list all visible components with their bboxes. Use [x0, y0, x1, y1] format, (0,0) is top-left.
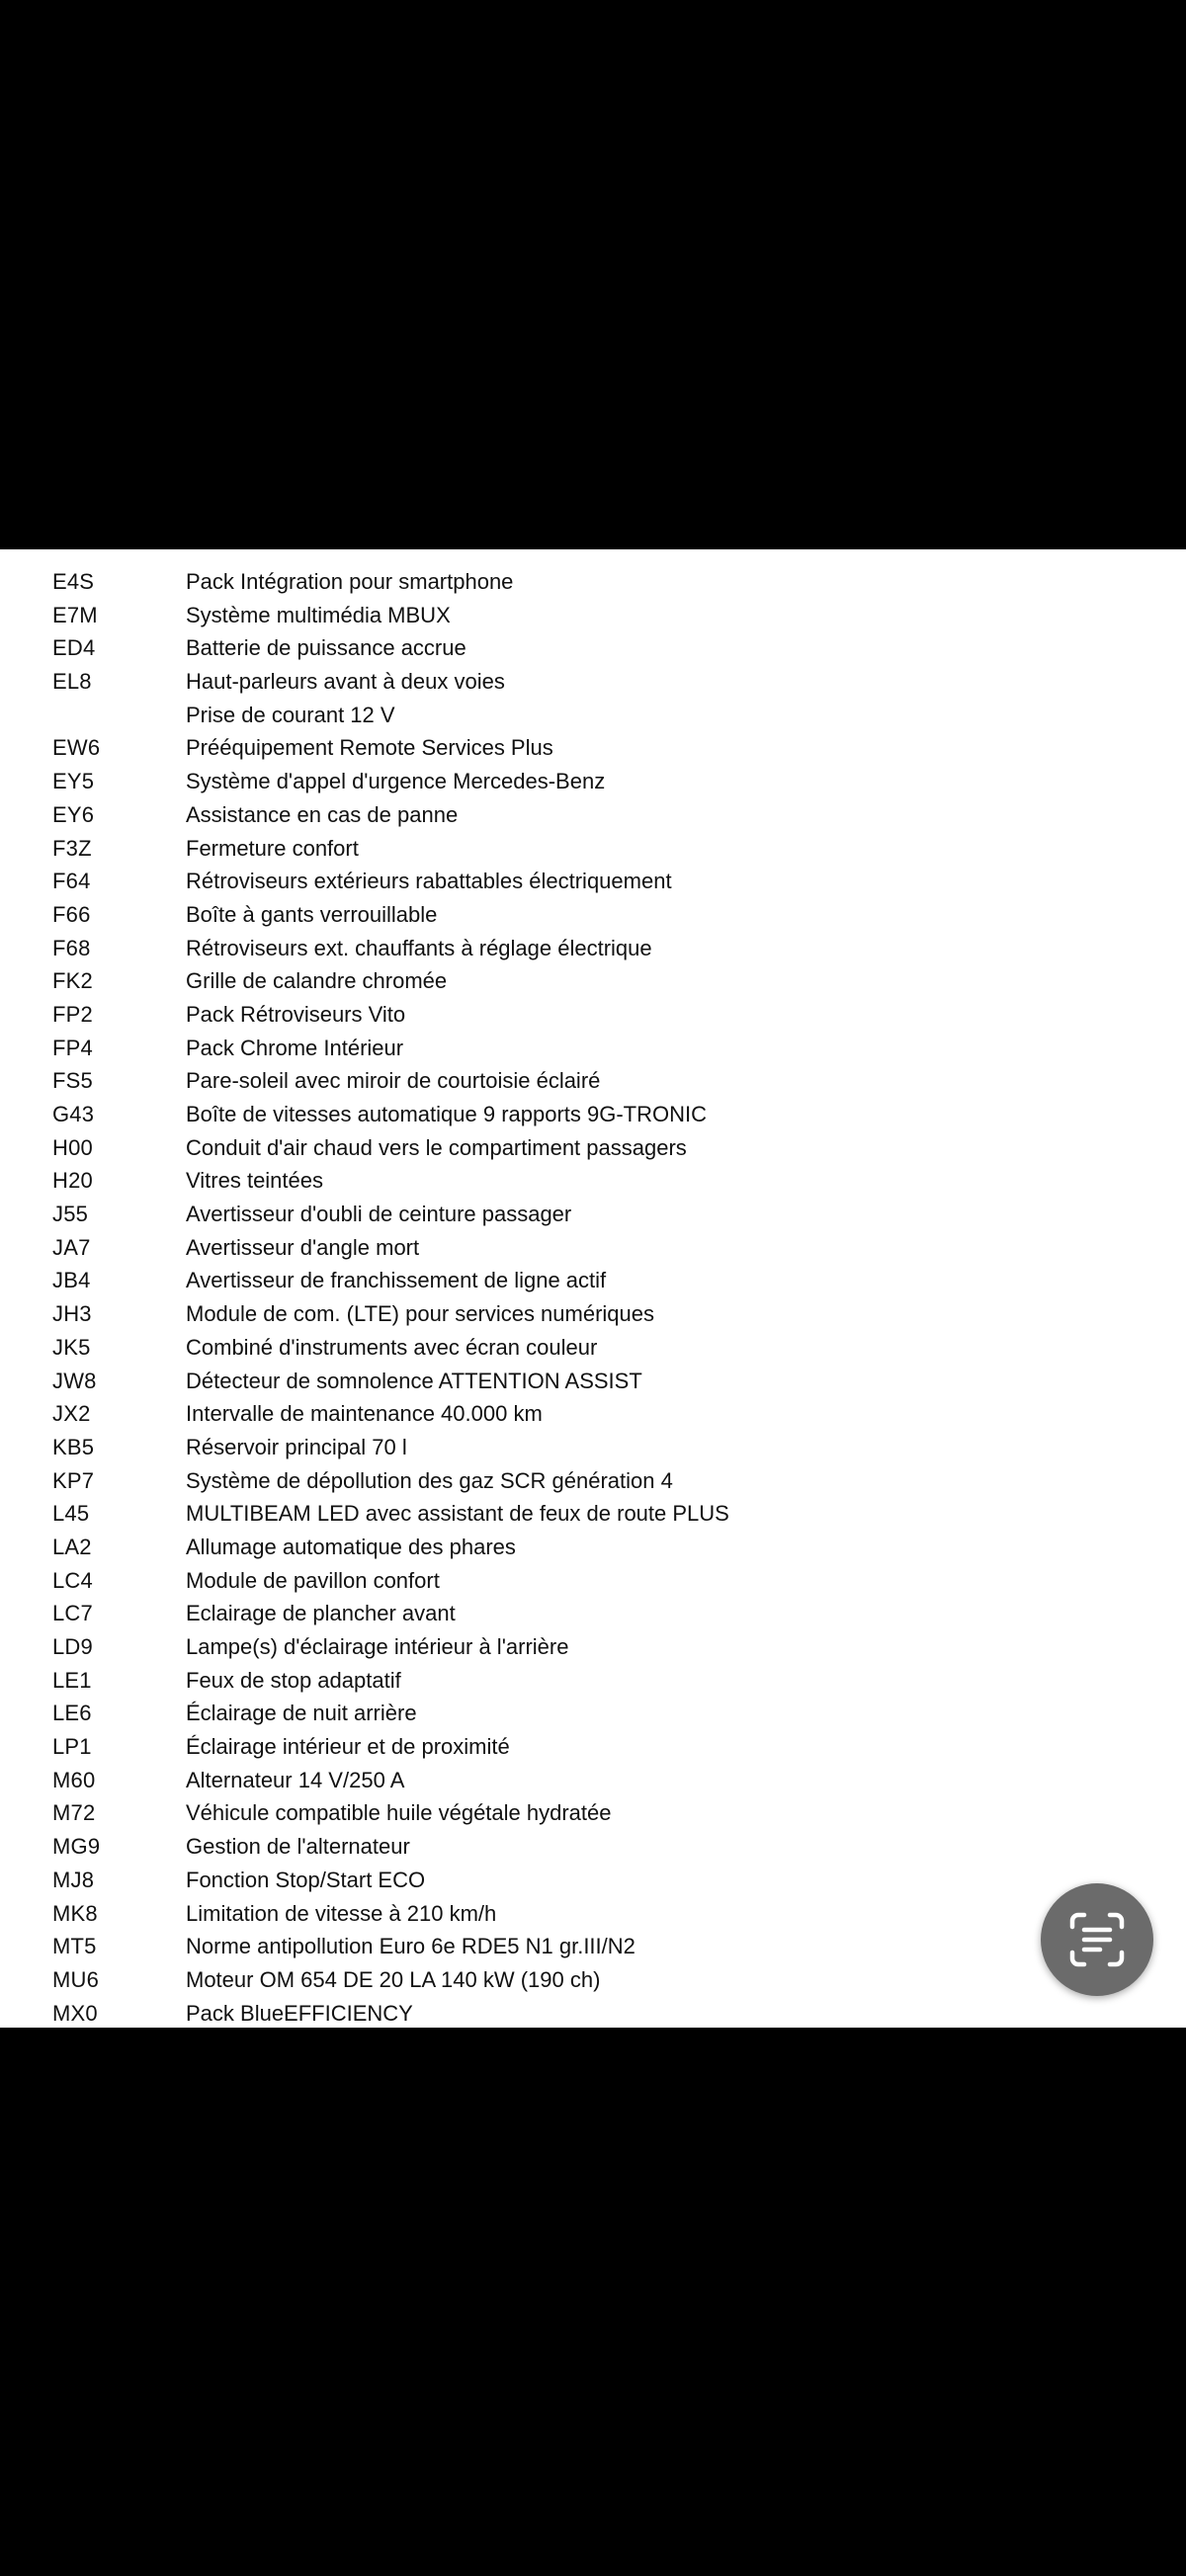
option-description: Pack Rétroviseurs Vito [186, 1001, 406, 1027]
option-description: Pack Intégration pour smartphone [186, 569, 514, 594]
option-code: FP4 [52, 1035, 93, 1060]
option-description: MULTIBEAM LED avec assistant de feux de route PLUS [186, 1501, 729, 1527]
option-code: F3Z [52, 835, 92, 861]
option-code: LC4 [52, 1567, 93, 1593]
option-code: JB4 [52, 1268, 91, 1293]
option-description: Limitation de vitesse à 210 km/h [186, 1900, 497, 1926]
option-description: Système de dépollution des gaz SCR génération 4 [186, 1467, 673, 1493]
option-code: LA2 [52, 1534, 92, 1559]
option-description: Lampe(s) d'éclairage intérieur à l'arrière [186, 1634, 569, 1659]
option-description: Prééquipement Remote Services Plus [186, 735, 553, 761]
option-code: EW6 [52, 735, 101, 761]
option-row [0, 1531, 1186, 1564]
option-row [0, 1730, 1186, 1764]
option-code: ED4 [52, 635, 96, 661]
text-scan-icon [1062, 1905, 1132, 1974]
option-code: J55 [52, 1202, 89, 1227]
option-code: FK2 [52, 968, 93, 994]
option-description: Détecteur de somnolence ATTENTION ASSIST [186, 1368, 642, 1393]
option-row [0, 798, 1186, 832]
option-code: JW8 [52, 1368, 97, 1393]
option-code: M60 [52, 1767, 96, 1792]
option-row [0, 1796, 1186, 1830]
option-row [0, 898, 1186, 932]
option-description: Rétroviseurs extérieurs rabattables électriquement [186, 869, 672, 894]
option-description: Système multimédia MBUX [186, 602, 451, 627]
option-code: LD9 [52, 1634, 93, 1659]
option-row [0, 1131, 1186, 1165]
option-row [0, 1331, 1186, 1365]
option-list [0, 565, 1186, 2030]
option-code: JA7 [52, 1234, 91, 1260]
option-row [0, 731, 1186, 765]
option-description: Éclairage intérieur et de proximité [186, 1734, 510, 1760]
option-code: MX0 [52, 2000, 98, 2026]
bottom-black-area [0, 2028, 1186, 2576]
option-row [0, 1431, 1186, 1464]
option-row [0, 1397, 1186, 1431]
option-description: Allumage automatique des phares [186, 1534, 516, 1559]
option-description: Assistance en cas de panne [186, 801, 459, 827]
option-row [0, 1064, 1186, 1098]
option-code: FP2 [52, 1001, 93, 1027]
option-row [0, 964, 1186, 998]
option-description: Moteur OM 654 DE 20 LA 140 kW (190 ch) [186, 1966, 601, 1992]
option-description: Haut-parleurs avant à deux voies [186, 669, 505, 695]
option-code: EL8 [52, 669, 92, 695]
option-row [0, 1032, 1186, 1065]
top-black-area [0, 0, 1186, 549]
option-row [0, 1564, 1186, 1598]
option-row [0, 1664, 1186, 1698]
option-description: Eclairage de plancher avant [186, 1601, 456, 1626]
option-code: MK8 [52, 1900, 98, 1926]
option-code: KB5 [52, 1434, 95, 1459]
option-row [0, 599, 1186, 632]
option-row [0, 832, 1186, 866]
option-code: F68 [52, 935, 91, 960]
option-code: F64 [52, 869, 91, 894]
option-row [0, 1098, 1186, 1131]
text-scan-button[interactable] [1041, 1883, 1153, 1996]
option-row [0, 1997, 1186, 2031]
option-code: E4S [52, 569, 95, 594]
option-description: Pack Chrome Intérieur [186, 1035, 404, 1060]
option-description: Fermeture confort [186, 835, 359, 861]
option-code: G43 [52, 1102, 95, 1126]
option-row [0, 631, 1186, 665]
option-code: MJ8 [52, 1867, 95, 1892]
option-description: Combiné d'instruments avec écran couleur [186, 1334, 598, 1360]
option-row [0, 1264, 1186, 1297]
option-row [0, 1897, 1186, 1931]
option-description: Module de com. (LTE) pour services numériques [186, 1301, 655, 1327]
option-row [0, 1198, 1186, 1231]
option-description: Système d'appel d'urgence Mercedes-Benz [186, 769, 606, 794]
option-code: L45 [52, 1501, 90, 1527]
option-description: Rétroviseurs ext. chauffants à réglage électrique [186, 935, 652, 960]
option-row [0, 1464, 1186, 1498]
option-code: EY6 [52, 801, 95, 827]
option-code: LC7 [52, 1601, 93, 1626]
option-row [0, 765, 1186, 798]
document-page [0, 549, 1186, 2028]
option-row [0, 1164, 1186, 1198]
option-code: JK5 [52, 1334, 91, 1360]
option-row [0, 1830, 1186, 1864]
option-row [0, 1365, 1186, 1398]
option-row [0, 865, 1186, 898]
option-row [0, 1764, 1186, 1797]
option-description: Norme antipollution Euro 6e RDE5 N1 gr.III/N2 [186, 1934, 635, 1959]
option-description: Gestion de l'alternateur [186, 1834, 410, 1860]
option-row [0, 1963, 1186, 1997]
option-code: MG9 [52, 1834, 101, 1860]
option-description: Véhicule compatible huile végétale hydratée [186, 1800, 612, 1826]
option-row [0, 1231, 1186, 1265]
option-code: MU6 [52, 1966, 100, 1992]
option-description: Fonction Stop/Start ECO [186, 1867, 426, 1892]
option-row [0, 1930, 1186, 1963]
option-description: Batterie de puissance accrue [186, 635, 466, 661]
option-code: M72 [52, 1800, 96, 1826]
option-row [0, 1697, 1186, 1730]
option-description: Éclairage de nuit arrière [186, 1701, 417, 1726]
option-row [0, 998, 1186, 1032]
option-row [0, 565, 1186, 599]
option-description: Conduit d'air chaud vers le compartiment passagers [186, 1134, 687, 1160]
option-code: H20 [52, 1168, 93, 1194]
option-code: H00 [52, 1134, 93, 1160]
option-description: Pack BlueEFFICIENCY [186, 2000, 413, 2026]
option-description: Réservoir principal 70 l [186, 1434, 407, 1459]
option-row [0, 1597, 1186, 1630]
option-description: Avertisseur d'angle mort [186, 1234, 420, 1260]
option-code: LP1 [52, 1734, 92, 1760]
option-code: F66 [52, 901, 91, 927]
option-row [0, 1297, 1186, 1331]
option-description: Boîte à gants verrouillable [186, 901, 438, 927]
option-description: Avertisseur de franchissement de ligne actif [186, 1268, 607, 1293]
option-description: Boîte de vitesses automatique 9 rapports 9G-TRONIC [186, 1102, 708, 1126]
option-description: Avertisseur d'oubli de ceinture passager [186, 1202, 572, 1227]
option-code: LE1 [52, 1667, 92, 1693]
option-code: MT5 [52, 1934, 97, 1959]
option-code: JX2 [52, 1401, 91, 1427]
option-code: FS5 [52, 1068, 93, 1094]
option-description: Intervalle de maintenance 40.000 km [186, 1401, 543, 1427]
option-code: EY5 [52, 769, 95, 794]
option-code: E7M [52, 602, 98, 627]
option-description: Pare-soleil avec miroir de courtoisie éclairé [186, 1068, 601, 1094]
option-code: KP7 [52, 1467, 95, 1493]
option-row [0, 1630, 1186, 1664]
option-description: Grille de calandre chromée [186, 968, 448, 994]
option-row [0, 1497, 1186, 1531]
option-code: JH3 [52, 1301, 92, 1327]
option-row [0, 1864, 1186, 1897]
option-row [0, 932, 1186, 965]
option-description: Prise de courant 12 V [186, 702, 395, 727]
option-code: LE6 [52, 1701, 92, 1726]
option-description: Module de pavillon confort [186, 1567, 440, 1593]
option-description: Feux de stop adaptatif [186, 1667, 401, 1693]
option-description: Alternateur 14 V/250 A [186, 1767, 405, 1792]
option-row [0, 699, 1186, 732]
option-description: Vitres teintées [186, 1168, 324, 1194]
option-row [0, 665, 1186, 699]
